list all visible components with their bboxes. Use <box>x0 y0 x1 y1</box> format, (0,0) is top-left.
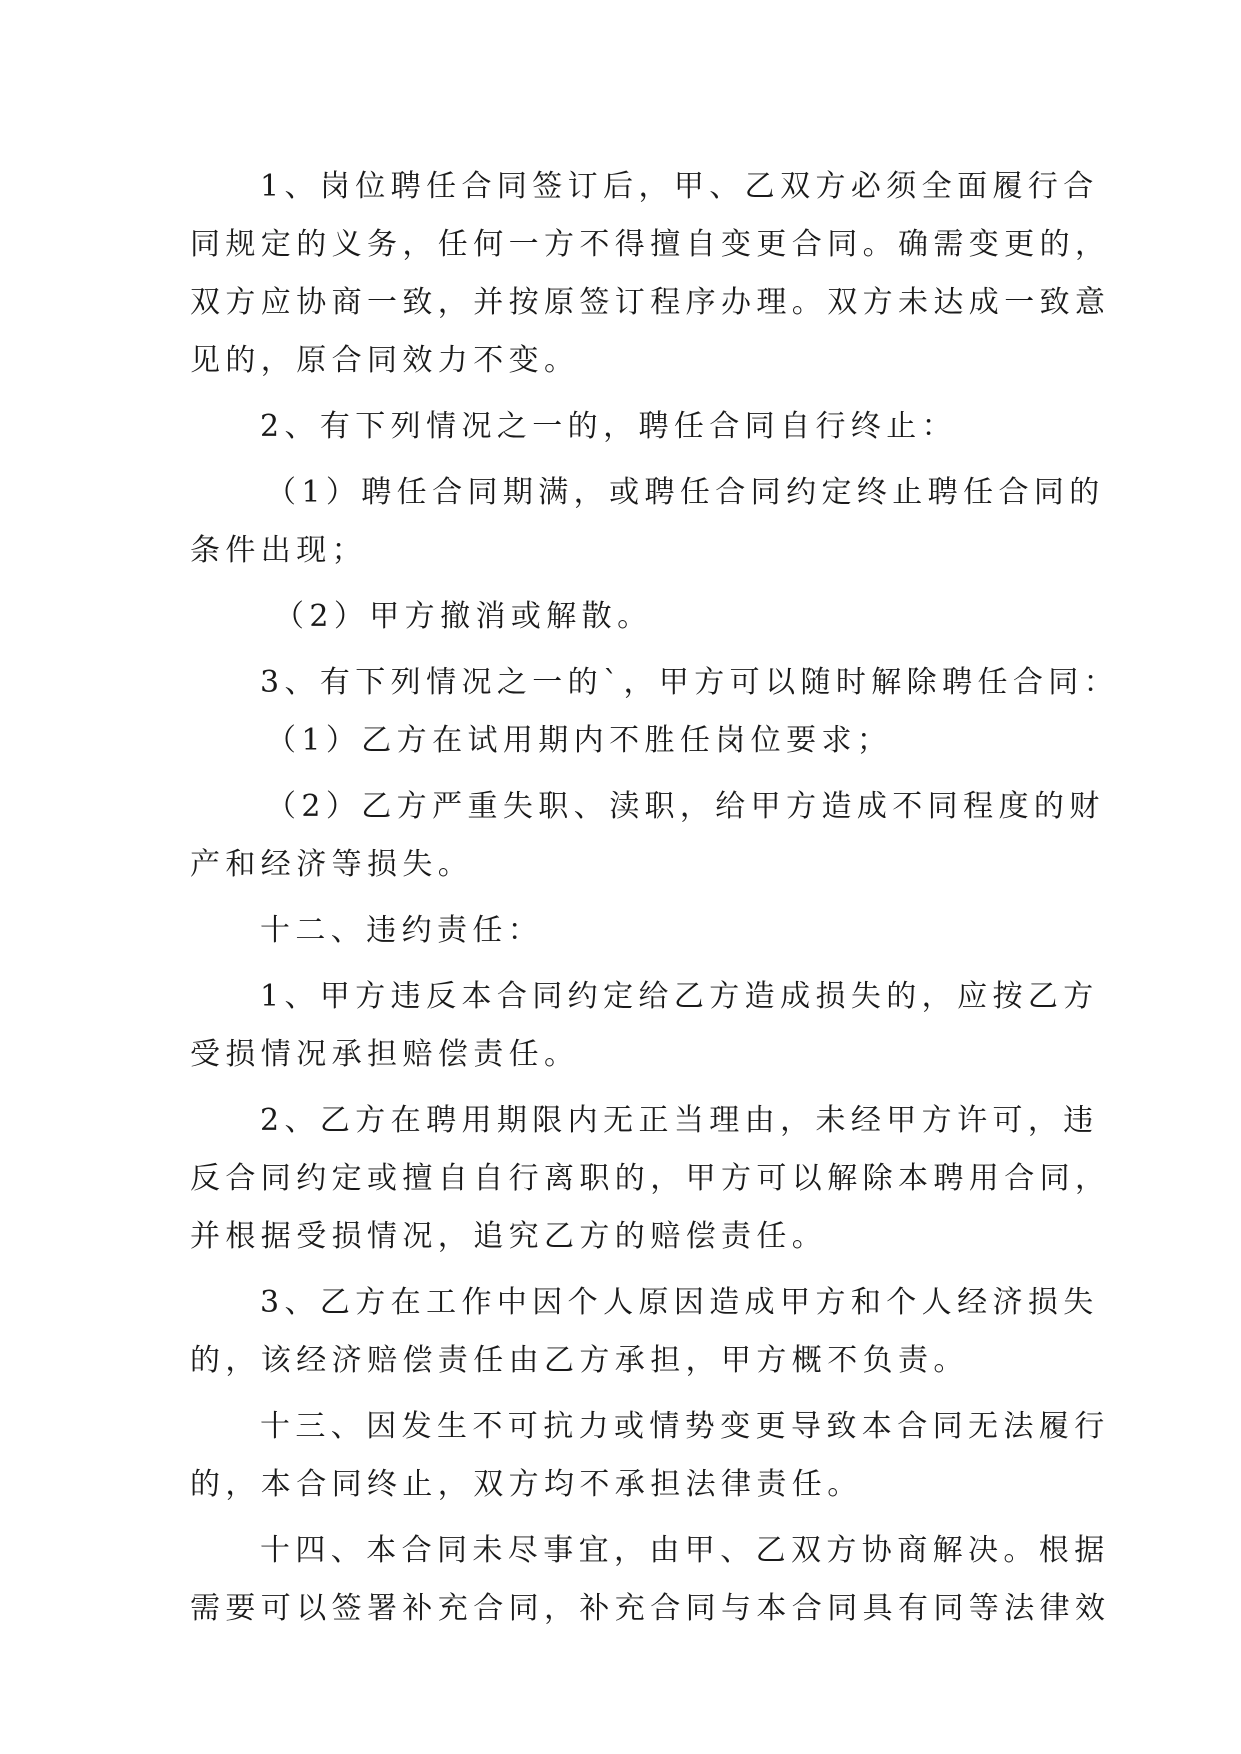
text-line: 2、有下列情况之一的，聘任合同自行终止： <box>260 409 958 444</box>
text-line: 3、乙方在工作中因个人原因造成甲方和个人经济损失 <box>260 1285 1099 1320</box>
section-heading: 十二、违约责任： <box>260 913 544 948</box>
text-line: 十四、本合同未尽事宜，由甲、乙双方协商解决。根据 <box>260 1533 1110 1568</box>
text-line: 双方应协商一致，并按原签订程序办理。双方未达成一致意 <box>190 285 1111 320</box>
text-line: 同规定的义务，任何一方不得擅自变更合同。确需变更的， <box>190 227 1111 262</box>
text-line: （1）聘任合同期满，或聘任合同约定终止聘任合同的 <box>266 475 1105 510</box>
text-line: 产和经济等损失。 <box>190 847 474 882</box>
text-line: 的，该经济赔偿责任由乙方承担，甲方概不负责。 <box>190 1343 969 1378</box>
text-line: 反合同约定或擅自自行离职的，甲方可以解除本聘用合同， <box>190 1161 1111 1196</box>
text-line: 条件出现； <box>190 533 367 568</box>
text-line: 1、甲方违反本合同约定给乙方造成损失的，应按乙方 <box>260 979 1099 1014</box>
text-line: （2）甲方撤消或解散。 <box>274 599 653 634</box>
text-line: 需要可以签署补充合同，补充合同与本合同具有同等法律效 <box>190 1591 1111 1626</box>
text-line: 十三、因发生不可抗力或情势变更导致本合同无法履行 <box>260 1409 1110 1444</box>
text-line: 见的，原合同效力不变。 <box>190 343 580 378</box>
text-line: 1、岗位聘任合同签订后，甲、乙双方必须全面履行合 <box>260 169 1099 204</box>
text-line: （1）乙方在试用期内不胜任岗位要求； <box>266 723 893 758</box>
text-line: 受损情况承担赔偿责任。 <box>190 1037 580 1072</box>
document-body <box>190 158 1120 1638</box>
text-line: 并根据受损情况，追究乙方的赔偿责任。 <box>190 1219 828 1254</box>
text-line: （2）乙方严重失职、渎职，给甲方造成不同程度的财 <box>266 789 1105 824</box>
text-line: 的，本合同终止，双方均不承担法律责任。 <box>190 1467 863 1502</box>
text-line: 2、乙方在聘用期限内无正当理由，未经甲方许可，违 <box>260 1103 1099 1138</box>
text-line: 3、有下列情况之一的`，甲方可以随时解除聘任合同： <box>260 665 1120 700</box>
